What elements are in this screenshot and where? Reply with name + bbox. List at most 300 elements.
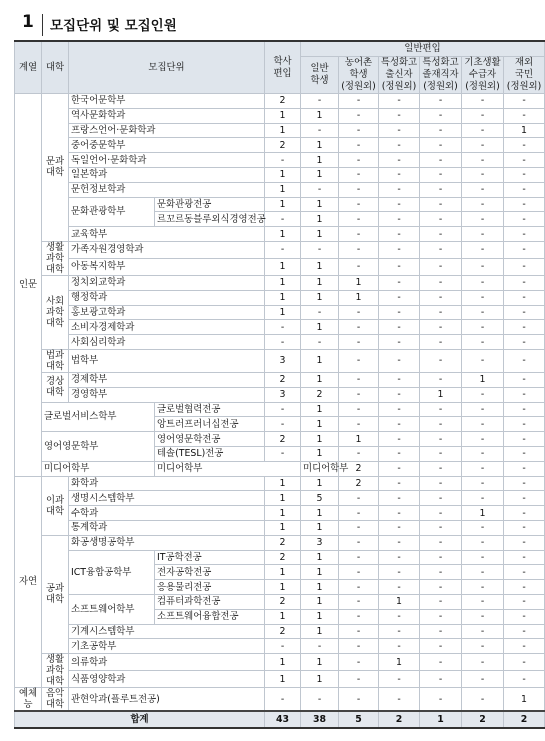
value-cell: 1 <box>265 197 301 212</box>
value-cell: - <box>462 550 504 565</box>
value-cell: 1 <box>339 275 379 290</box>
value-cell: - <box>339 182 379 197</box>
value-cell: - <box>379 639 420 654</box>
value-cell: 1 <box>301 654 339 671</box>
value-cell: 1 <box>462 506 504 521</box>
value-cell: 1 <box>265 258 301 275</box>
value-cell: - <box>339 335 379 350</box>
division-cell: 영어영문학부 <box>42 432 155 462</box>
value-cell: 1 <box>265 671 301 688</box>
value-cell: - <box>504 182 545 197</box>
value-cell: - <box>379 275 420 290</box>
value-cell: - <box>339 320 379 335</box>
table-row <box>15 688 545 712</box>
value-cell: - <box>339 108 379 123</box>
value-cell: - <box>339 305 379 320</box>
total-value: 2 <box>379 711 420 728</box>
value-cell: - <box>504 349 545 372</box>
table-row <box>15 258 545 275</box>
value-cell: - <box>504 609 545 624</box>
value-cell: 1 <box>301 432 339 447</box>
value-cell: 1 <box>265 108 301 123</box>
value-cell: - <box>420 290 462 305</box>
value-cell: - <box>379 108 420 123</box>
value-cell: - <box>462 688 504 712</box>
value-cell: - <box>462 290 504 305</box>
unit-cell: 응용물리전공 <box>155 580 265 595</box>
value-cell: 1 <box>301 138 339 153</box>
value-cell: - <box>301 182 339 197</box>
value-cell: - <box>462 94 504 109</box>
unit-cell: 식품영양학과 <box>69 671 265 688</box>
value-cell: - <box>462 212 504 227</box>
value-cell: 1 <box>265 227 301 242</box>
value-cell: - <box>462 227 504 242</box>
table-row <box>15 108 545 123</box>
value-cell: 2 <box>265 550 301 565</box>
value-cell: - <box>379 580 420 595</box>
value-cell: 1 <box>504 688 545 712</box>
unit-cell: 통계학과 <box>69 520 265 535</box>
value-cell: - <box>420 212 462 227</box>
table-row <box>15 275 545 290</box>
header-col: 특성화고 졸재직자 (정원외) <box>420 57 462 94</box>
value-cell: - <box>420 305 462 320</box>
series-cell: 인문 <box>15 94 42 477</box>
value-cell: - <box>504 402 545 417</box>
value-cell: - <box>420 94 462 109</box>
value-cell: - <box>301 305 339 320</box>
value-cell: - <box>420 654 462 671</box>
value-cell: 2 <box>265 138 301 153</box>
value-cell: - <box>504 212 545 227</box>
value-cell: - <box>379 320 420 335</box>
unit-cell: 문헌정보학과 <box>69 182 265 197</box>
value-cell: - <box>504 290 545 305</box>
value-cell: - <box>339 609 379 624</box>
value-cell: - <box>339 241 379 258</box>
value-cell: - <box>462 476 504 491</box>
value-cell: - <box>420 372 462 387</box>
total-value: 43 <box>265 711 301 728</box>
total-value: 2 <box>504 711 545 728</box>
value-cell: 1 <box>462 372 504 387</box>
unit-cell: 교육학부 <box>69 227 265 242</box>
value-cell: 1 <box>301 402 339 417</box>
value-cell: 1 <box>301 108 339 123</box>
value-cell: 1 <box>339 290 379 305</box>
table-row <box>15 654 545 671</box>
value-cell: - <box>462 402 504 417</box>
value-cell: - <box>265 320 301 335</box>
value-cell: - <box>339 212 379 227</box>
header-unit: 모집단위 <box>69 41 265 94</box>
value-cell: 1 <box>265 275 301 290</box>
value-cell: - <box>265 688 301 712</box>
table-row <box>15 639 545 654</box>
total-value: 1 <box>420 711 462 728</box>
unit-cell: 사회심리학과 <box>69 335 265 350</box>
value-cell: - <box>379 506 420 521</box>
value-cell: - <box>379 335 420 350</box>
value-cell: 1 <box>301 275 339 290</box>
value-cell: - <box>462 153 504 168</box>
value-cell: - <box>339 565 379 580</box>
value-cell: - <box>379 550 420 565</box>
college-cell: 문과 대학 <box>42 94 69 242</box>
value-cell: - <box>420 153 462 168</box>
value-cell: - <box>504 506 545 521</box>
unit-cell: 화학과 <box>69 476 265 491</box>
value-cell: - <box>339 624 379 639</box>
value-cell: - <box>379 138 420 153</box>
division-cell: 미디어학부 <box>42 461 155 476</box>
table-row <box>15 372 545 387</box>
value-cell: - <box>339 654 379 671</box>
value-cell: - <box>462 138 504 153</box>
value-cell: - <box>462 654 504 671</box>
table-row <box>15 123 545 138</box>
value-cell: 1 <box>379 594 420 609</box>
unit-cell: 앙트러프러너십전공 <box>155 417 265 432</box>
value-cell: - <box>379 290 420 305</box>
table-row <box>15 432 545 447</box>
value-cell: - <box>420 402 462 417</box>
value-cell: - <box>462 671 504 688</box>
value-cell: - <box>504 671 545 688</box>
value-cell: - <box>379 258 420 275</box>
value-cell: - <box>504 476 545 491</box>
value-cell: - <box>339 671 379 688</box>
section-title: 모집단위 및 모집인원 <box>50 18 177 34</box>
value-cell: 1 <box>301 153 339 168</box>
header-col: 일반 학생 <box>301 57 339 94</box>
value-cell: - <box>504 550 545 565</box>
value-cell: 1 <box>265 580 301 595</box>
value-cell: - <box>462 320 504 335</box>
value-cell: - <box>420 506 462 521</box>
value-cell: - <box>379 688 420 712</box>
division-cell: 문화관광학부 <box>69 197 155 227</box>
unit-cell: 테솔(TESL)전공 <box>155 446 265 461</box>
value-cell: - <box>379 476 420 491</box>
value-cell: - <box>462 565 504 580</box>
value-cell: - <box>301 123 339 138</box>
value-cell: 1 <box>265 123 301 138</box>
unit-cell: 글로벌협력전공 <box>155 402 265 417</box>
value-cell: 2 <box>339 476 379 491</box>
value-cell: - <box>420 491 462 506</box>
value-cell: - <box>420 609 462 624</box>
value-cell: 1 <box>301 167 339 182</box>
value-cell: - <box>462 520 504 535</box>
unit-cell: 문화관광전공 <box>155 197 265 212</box>
value-cell: - <box>339 550 379 565</box>
value-cell: - <box>339 138 379 153</box>
value-cell: - <box>504 639 545 654</box>
value-cell: - <box>420 432 462 447</box>
value-cell: - <box>339 167 379 182</box>
value-cell: - <box>379 241 420 258</box>
table-row <box>15 476 545 491</box>
college-cell: 음악 대학 <box>42 688 69 712</box>
table-row <box>15 197 545 212</box>
unit-cell: 정치외교학과 <box>69 275 265 290</box>
value-cell: - <box>379 387 420 402</box>
value-cell: - <box>504 275 545 290</box>
value-cell: 1 <box>265 476 301 491</box>
unit-cell: 경영학부 <box>69 387 265 402</box>
value-cell: - <box>265 417 301 432</box>
college-cell: 사회 과학 대학 <box>42 275 69 349</box>
value-cell: 3 <box>265 349 301 372</box>
value-cell: - <box>462 609 504 624</box>
value-cell: - <box>420 594 462 609</box>
value-cell: - <box>462 624 504 639</box>
unit-cell: 소비자경제학과 <box>69 320 265 335</box>
series-cell: 예체능 <box>15 688 42 712</box>
unit-cell: 기계시스템학부 <box>69 624 265 639</box>
value-cell: - <box>265 241 301 258</box>
value-cell: - <box>504 372 545 387</box>
value-cell: - <box>462 182 504 197</box>
total-value: 2 <box>462 711 504 728</box>
unit-cell: 기초공학부 <box>69 639 265 654</box>
value-cell: 3 <box>265 387 301 402</box>
value-cell: - <box>504 535 545 550</box>
value-cell: - <box>420 565 462 580</box>
value-cell: - <box>462 639 504 654</box>
unit-cell: 르꼬르동블루외식경영전공 <box>155 212 265 227</box>
value-cell: - <box>504 320 545 335</box>
table-row <box>15 167 545 182</box>
unit-cell: 법학부 <box>69 349 265 372</box>
header-bachelor: 학사 편입 <box>265 41 301 94</box>
value-cell: 1 <box>301 565 339 580</box>
value-cell: - <box>379 167 420 182</box>
value-cell: - <box>301 639 339 654</box>
value-cell: - <box>504 227 545 242</box>
table-row <box>15 305 545 320</box>
value-cell: 1 <box>301 476 339 491</box>
header-col: 특성화고 출신자 (정원외) <box>379 57 420 94</box>
value-cell: - <box>504 580 545 595</box>
value-cell: - <box>504 491 545 506</box>
value-cell: 1 <box>265 491 301 506</box>
value-cell: - <box>462 349 504 372</box>
value-cell: - <box>504 94 545 109</box>
table-row <box>15 335 545 350</box>
value-cell: - <box>462 241 504 258</box>
value-cell: 1 <box>301 320 339 335</box>
value-cell: 1 <box>301 290 339 305</box>
admission-table <box>14 40 545 729</box>
value-cell: - <box>379 417 420 432</box>
unit-cell: 영어영문학전공 <box>155 432 265 447</box>
value-cell: - <box>504 305 545 320</box>
value-cell: 1 <box>265 506 301 521</box>
unit-cell: 미디어학부 <box>301 461 339 476</box>
value-cell: - <box>379 227 420 242</box>
value-cell: - <box>265 212 301 227</box>
table-row <box>15 290 545 305</box>
header-col: 재외 국민 (정원외) <box>504 57 545 94</box>
value-cell: - <box>301 335 339 350</box>
value-cell: - <box>265 153 301 168</box>
value-cell: - <box>462 167 504 182</box>
value-cell: 1 <box>301 594 339 609</box>
college-cell: 경상 대학 <box>42 372 69 402</box>
unit-cell: 홍보광고학과 <box>69 305 265 320</box>
value-cell: - <box>379 182 420 197</box>
value-cell: - <box>339 594 379 609</box>
value-cell: - <box>339 153 379 168</box>
value-cell: - <box>504 258 545 275</box>
unit-cell: 독일언어·문화학과 <box>69 153 265 168</box>
value-cell: 1 <box>301 446 339 461</box>
value-cell: 2 <box>265 535 301 550</box>
unit-cell: 컴퓨터과학전공 <box>155 594 265 609</box>
value-cell: - <box>379 671 420 688</box>
section-number: 1 <box>22 12 34 32</box>
value-cell: - <box>504 594 545 609</box>
value-cell: - <box>420 446 462 461</box>
value-cell: - <box>339 491 379 506</box>
value-cell: 1 <box>301 624 339 639</box>
section-header <box>14 8 524 38</box>
table-row <box>15 138 545 153</box>
value-cell: - <box>339 227 379 242</box>
unit-cell: 소프트웨어융합전공 <box>155 609 265 624</box>
value-cell: - <box>339 94 379 109</box>
value-cell: - <box>379 535 420 550</box>
value-cell: - <box>504 197 545 212</box>
value-cell: 1 <box>265 167 301 182</box>
value-cell: - <box>504 108 545 123</box>
value-cell: - <box>339 402 379 417</box>
header-college: 대학 <box>42 41 69 94</box>
value-cell: - <box>462 432 504 447</box>
value-cell: - <box>420 580 462 595</box>
value-cell: - <box>462 258 504 275</box>
value-cell: 1 <box>265 520 301 535</box>
value-cell: - <box>504 241 545 258</box>
value-cell: - <box>504 520 545 535</box>
value-cell: - <box>462 197 504 212</box>
value-cell: - <box>420 335 462 350</box>
value-cell: - <box>420 671 462 688</box>
value-cell: 5 <box>301 491 339 506</box>
value-cell: - <box>462 446 504 461</box>
series-cell: 자연 <box>15 476 42 688</box>
value-cell: - <box>504 167 545 182</box>
header-series: 계열 <box>15 41 42 94</box>
college-cell: 공과 대학 <box>42 535 69 653</box>
table-row <box>15 671 545 688</box>
value-cell: - <box>420 550 462 565</box>
value-cell: 1 <box>265 182 301 197</box>
value-cell: - <box>462 535 504 550</box>
value-cell: - <box>462 123 504 138</box>
total-value: 38 <box>301 711 339 728</box>
value-cell: - <box>379 349 420 372</box>
value-cell: - <box>339 123 379 138</box>
table-row <box>15 94 545 109</box>
unit-cell: 경제학부 <box>69 372 265 387</box>
value-cell: - <box>420 349 462 372</box>
value-cell: - <box>462 335 504 350</box>
table-row <box>15 182 545 197</box>
unit-cell: 생명시스템학부 <box>69 491 265 506</box>
value-cell: - <box>504 624 545 639</box>
value-cell: - <box>504 138 545 153</box>
value-cell: - <box>462 305 504 320</box>
value-cell: - <box>504 417 545 432</box>
unit-cell: 일본학과 <box>69 167 265 182</box>
value-cell: - <box>420 417 462 432</box>
value-cell: 1 <box>301 506 339 521</box>
value-cell: - <box>462 461 504 476</box>
value-cell: - <box>379 153 420 168</box>
value-cell: 2 <box>265 624 301 639</box>
division-cell: ICT융합공학부 <box>69 550 155 594</box>
value-cell: - <box>265 639 301 654</box>
table-row <box>15 491 545 506</box>
unit-cell: 의류학과 <box>69 654 265 671</box>
table-row <box>15 320 545 335</box>
value-cell: - <box>420 535 462 550</box>
value-cell: - <box>339 535 379 550</box>
value-cell: - <box>379 305 420 320</box>
value-cell: 1 <box>301 609 339 624</box>
value-cell: - <box>339 372 379 387</box>
value-cell: 1 <box>339 432 379 447</box>
unit-cell: 프랑스언어·문화학과 <box>69 123 265 138</box>
value-cell: - <box>339 258 379 275</box>
value-cell: - <box>379 197 420 212</box>
value-cell: - <box>420 123 462 138</box>
value-cell: 1 <box>265 609 301 624</box>
value-cell: - <box>420 182 462 197</box>
value-cell: 1 <box>301 197 339 212</box>
college-cell: 생활 과학 대학 <box>42 241 69 275</box>
table-body <box>15 94 545 729</box>
value-cell: - <box>504 654 545 671</box>
value-cell: - <box>379 123 420 138</box>
value-cell: - <box>379 624 420 639</box>
value-cell: - <box>420 241 462 258</box>
value-cell: - <box>339 349 379 372</box>
unit-cell: 화공생명공학부 <box>69 535 265 550</box>
value-cell: 1 <box>265 290 301 305</box>
value-cell: - <box>462 417 504 432</box>
value-cell: 1 <box>301 212 339 227</box>
table-row <box>15 227 545 242</box>
value-cell: - <box>265 446 301 461</box>
division-cell: 미디어학부 <box>155 461 301 476</box>
value-cell: - <box>339 580 379 595</box>
table-row <box>15 506 545 521</box>
value-cell: 1 <box>504 123 545 138</box>
table-header <box>15 41 545 94</box>
value-cell: - <box>301 94 339 109</box>
value-cell: 3 <box>301 535 339 550</box>
header-col: 농어촌 학생 (정원외) <box>339 57 379 94</box>
value-cell: - <box>379 212 420 227</box>
value-cell: - <box>339 197 379 212</box>
unit-cell: 아동복지학부 <box>69 258 265 275</box>
value-cell: 1 <box>301 227 339 242</box>
